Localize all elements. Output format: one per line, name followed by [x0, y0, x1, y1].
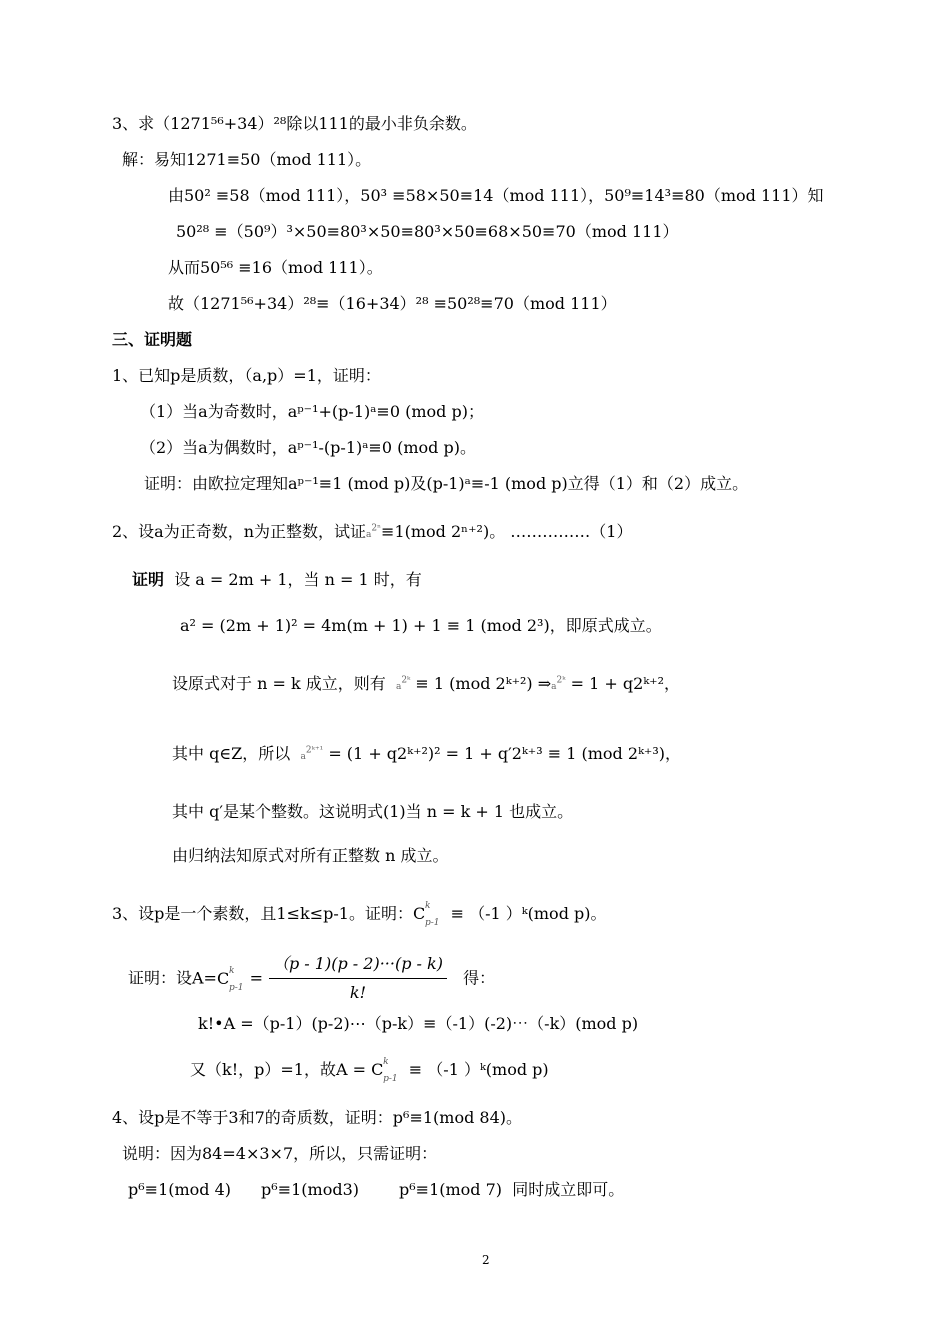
solution-line-5: 故（1271⁵⁶+34）²⁸≡（16+34）²⁸ ≡50²⁸≡70（mod 111）: [168, 294, 617, 313]
proof1-question: 1、已知p是质数，（a,p）=1，证明：: [112, 366, 381, 385]
proof4-question: 4、设p是不等于3和7的奇质数，证明：p⁶≡1(mod 84)。: [112, 1108, 523, 1127]
solution-line-4: 从而50⁵⁶ ≡16（mod 111）。: [168, 258, 383, 277]
proof2-line-6: 由归纳法知原式对所有正整数 n 成立。: [172, 846, 449, 865]
solution-line-2: 由50² ≡58（mod 111），50³ ≡58×50≡14（mod 111），50⁹≡14³≡80（mod 111）知: [168, 186, 824, 205]
solution-line-1: 解：易知1271≡50（mod 111）。: [122, 150, 372, 169]
binomial-symbol: C k p-1: [412, 901, 440, 928]
proof3-question: 3、设p是一个素数，且1≤k≤p-1。证明：C k p-1 ≡ （-1 ）ᵏ(mod p)。: [112, 901, 607, 928]
proof1-proof: 证明：由欧拉定理知aᵖ⁻¹≡1 (mod p)及(p-1)ᵃ≡-1 (mod p)立得（1）和（2）成立。: [144, 474, 749, 493]
fraction: $\frac{(p - 1)(p - 2)\cdot\cdot\cdot(p - k)}{k!}$: [269, 952, 447, 1005]
proof4-line-1: 说明：因为84=4×3×7，所以，只需证明：: [122, 1144, 438, 1163]
proof4-line-2: p⁶≡1(mod 4) p⁶≡1(mod3) p⁶≡1(mod 7) 同时成立即可。: [128, 1180, 625, 1199]
proof2-line-3: 设原式对于 n = k 成立，则有 $a^{2ᵏ} \equiv 1$ (mod 2ᵏ⁺²) $\Rightarrow a^{2ᵏ} = 1$ + q2ᵏ⁺²，: [172, 674, 681, 693]
section-title: 三、证明题: [112, 330, 193, 349]
proof1-case-2: （2）当a为偶数时，aᵖ⁻¹-(p-1)ᵃ≡0 (mod p)。: [140, 438, 476, 457]
problem-3-compute: 3、求（1271⁵⁶+34）²⁸除以111的最小非负余数。: [112, 114, 477, 133]
solution-line-3: 50²⁸ ≡（50⁹）³×50≡80³×50≡80³×50≡68×50≡70（mod 111）: [176, 222, 679, 241]
proof2-line-2: a² = (2m + 1)² = 4m(m + 1) + 1 ≡ 1 (mod 2³)，即原式成立。: [180, 616, 662, 635]
proof2-line-5: 其中 q′是某个整数。这说明式(1)当 n = k + 1 也成立。: [172, 802, 574, 821]
page-number: 2: [482, 1253, 490, 1267]
proof1-case-1: （1）当a为奇数时，aᵖ⁻¹+(p-1)ᵃ≡0 (mod p)；: [140, 402, 484, 421]
proof2-line-4: 其中 q∈Z，所以 $a^{2ᵏ^{+1}} = (1$ + q2ᵏ⁺²)² = 1 + q′2ᵏ⁺³ ≡ 1 (mod 2ᵏ⁺³)，: [172, 744, 682, 763]
proof3-line-2: k!•A =（p-1）(p-2)⋯（p-k）≡（-1）(-2)⋯（-k）(mod p): [198, 1014, 639, 1033]
proof3-line-3: 又（k!，p）=1，故A = C k p-1 ≡ （-1 ）ᵏ(mod p): [190, 1057, 549, 1084]
proof3-line-1: 证明：设A=C k p-1 = $\frac{(p - 1)(p - 2)\cdot\cdot\cdot(p - k)}{k!}$ 得：: [128, 952, 495, 1005]
proof2-line-1: 证明 设 a = 2m + 1，当 n = 1 时，有: [132, 570, 422, 589]
proof2-question: 2、设a为正奇数，n为正整数，试证$a^{2^n}\equiv 1(mod$ 2ⁿ⁺²)。 ……………（1）: [112, 522, 633, 541]
